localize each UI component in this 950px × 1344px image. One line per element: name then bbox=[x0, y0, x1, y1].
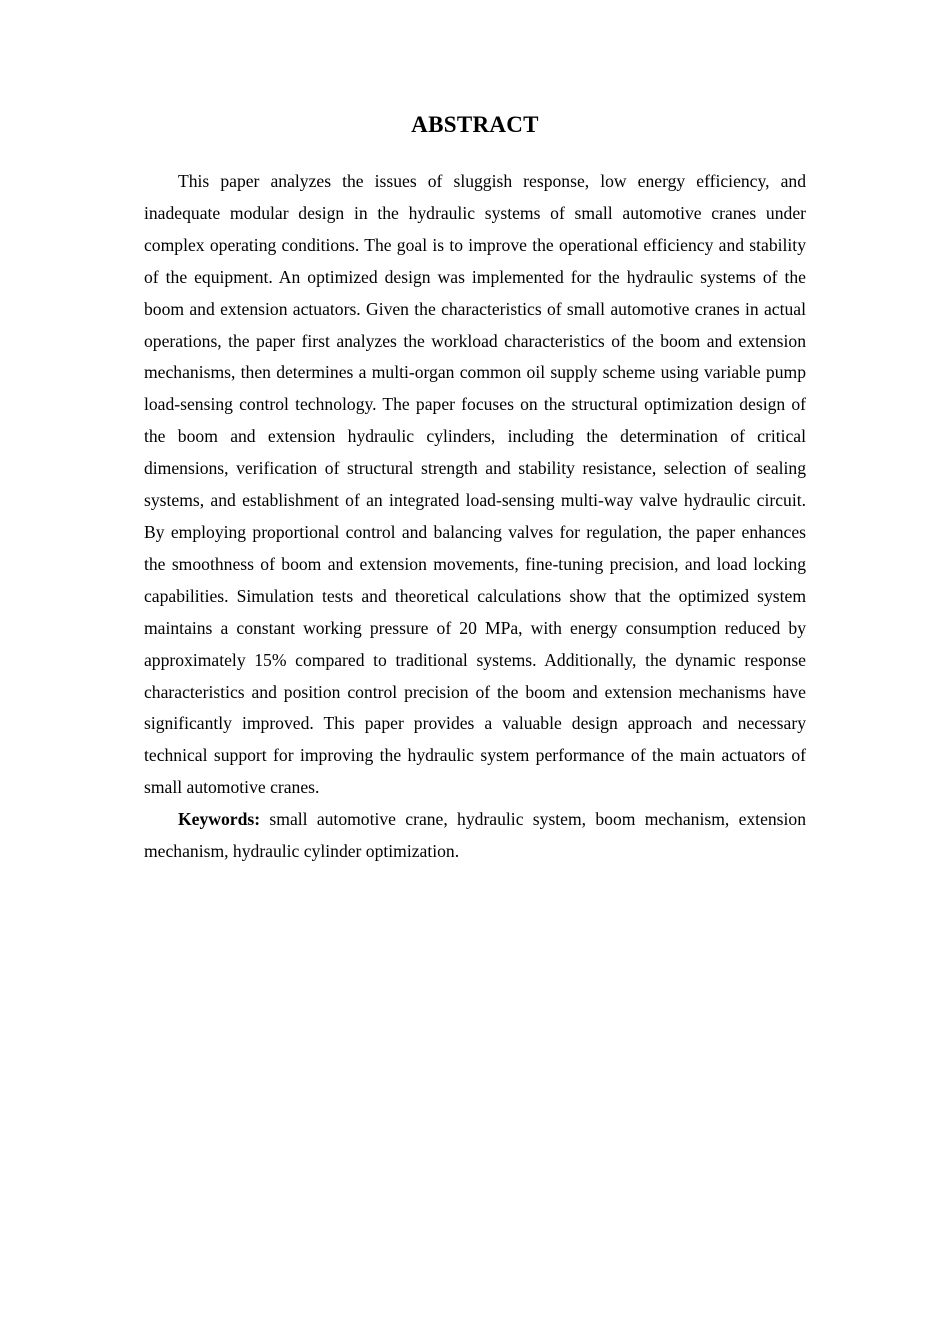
keywords-text: small automotive crane, hydraulic system, boom mechanism, extension mechanism, hydraulic cylinder optimization. bbox=[144, 809, 807, 862]
keywords-paragraph bbox=[144, 804, 806, 868]
abstract-body bbox=[144, 166, 806, 868]
abstract-paragraph: This paper analyzes the issues of sluggish response, low energy efficiency, and inadequate modular design in the hydraulic systems of small automotive cranes under complex operating conditions. The goal is to improve the operational efficiency and stability of the equipment. An optimized design was implemented for the hydraulic systems of the boom and extension actuators. Given the characteristics of small automotive cranes in actual operations, the paper first analyzes the workload characteristics of the boom and extension mechanisms, then determines a multi-organ common oil supply scheme using variable pump load-sensing control technology. The paper focuses on the structural optimization design of the boom and extension hydraulic cylinders, including the determination of critical dimensions, verification of structural strength and stability resistance, selection of sealing systems, and establishment of an integrated load-sensing multi-way valve hydraulic circuit. By employing proportional control and balancing valves for regulation, the paper enhances the smoothness of boom and extension movements, fine-tuning precision, and load locking capabilities. Simulation tests and theoretical calculations show that the optimized system maintains a constant working pressure of 20 MPa, with energy consumption reduced by approximately 15% compared to traditional systems. Additionally, the dynamic response characteristics and position control precision of the boom and extension mechanisms have significantly improved. This paper provides a valuable design approach and necessary technical support for improving the hydraulic system performance of the main actuators of small automotive cranes. bbox=[144, 171, 806, 798]
keywords-label: Keywords: bbox=[178, 809, 261, 830]
abstract-title: ABSTRACT bbox=[411, 112, 539, 137]
